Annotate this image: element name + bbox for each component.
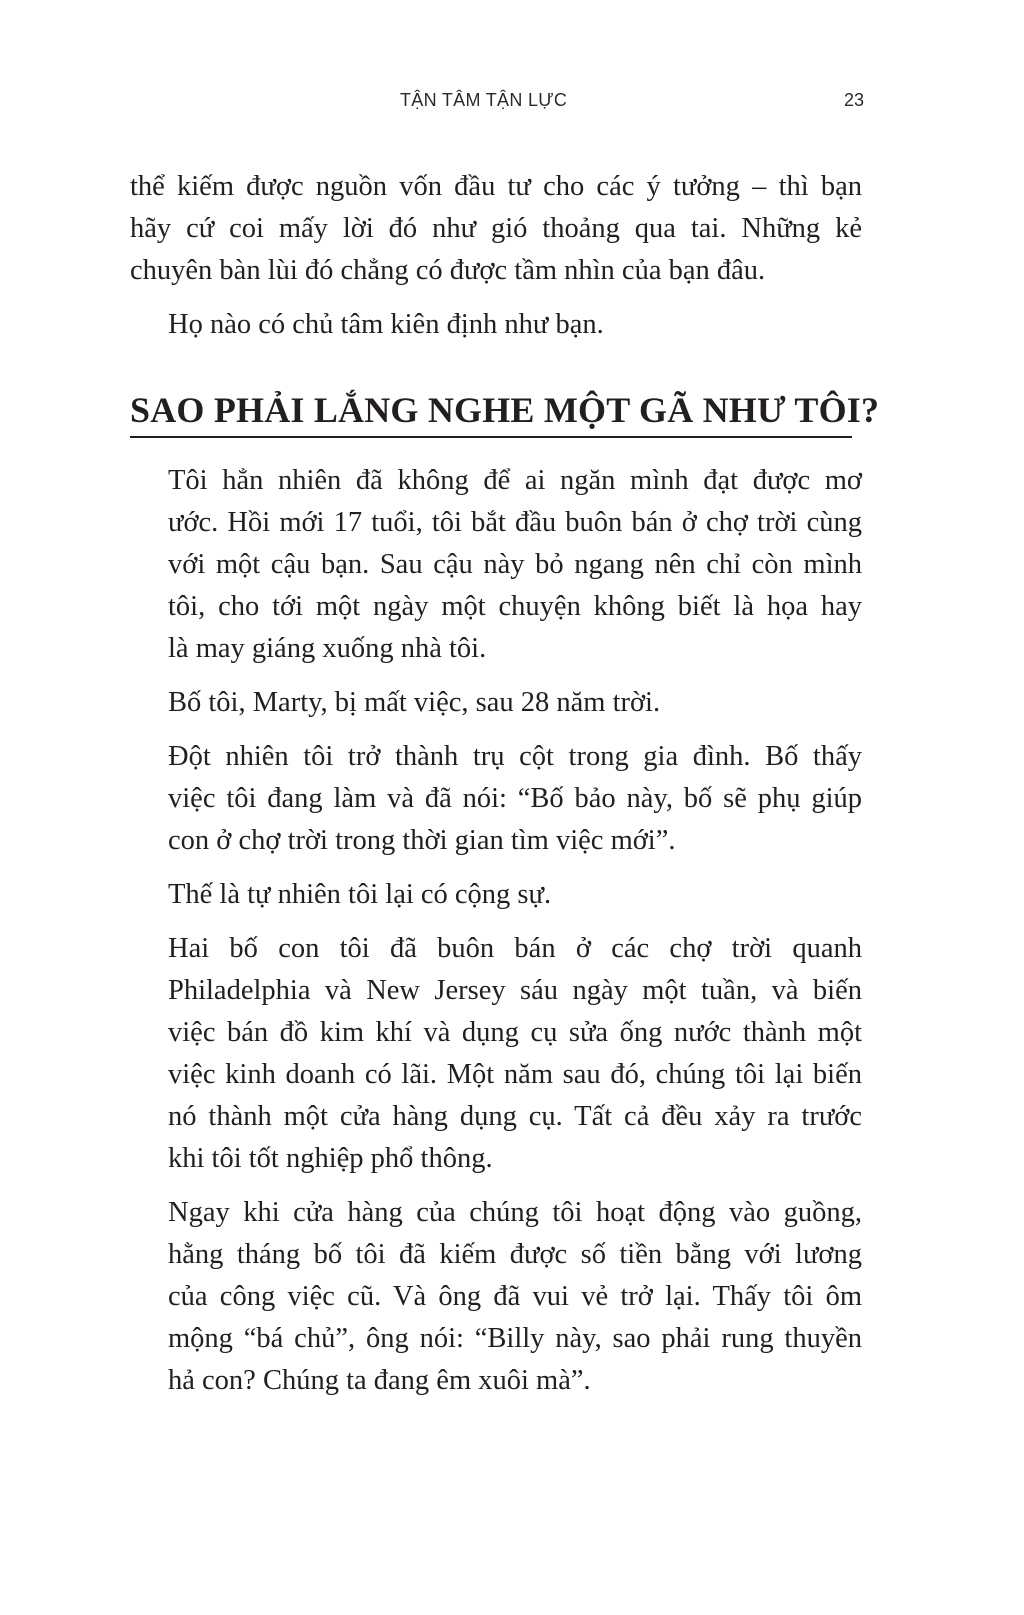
text-line: hả con? Chúng ta đang êm xuôi mà”.: [168, 1365, 591, 1396]
text-line: khi tôi tốt nghiệp phổ thông.: [168, 1143, 493, 1174]
paragraph-intro-1: [130, 166, 862, 292]
text-line: tôi, cho tới một ngày một chuyện không biết là họa hay: [168, 591, 862, 622]
paragraph-3: [130, 736, 862, 862]
text-line: Họ nào có chủ tâm kiên định như bạn.: [168, 309, 604, 340]
text-line: nó thành một cửa hàng dụng cụ. Tất cả đều xảy ra trước: [168, 1101, 862, 1132]
text-line: việc tôi đang làm và đã nói: “Bố bảo này, bố sẽ phụ giúp: [168, 783, 862, 814]
text-line: Thế là tự nhiên tôi lại có cộng sự.: [168, 879, 552, 910]
paragraph-4: [130, 874, 862, 916]
text-line: với một cậu bạn. Sau cậu này bỏ ngang nên chỉ còn mình: [168, 549, 862, 580]
text-line: Đột nhiên tôi trở thành trụ cột trong gia đình. Bố thấy: [168, 741, 862, 772]
text-line: là may giáng xuống nhà tôi.: [168, 633, 487, 664]
running-title: TẬN TÂM TẬN LỰC: [400, 90, 568, 110]
section-heading: SAO PHẢI LẮNG NGHE MỘT GÃ NHƯ TÔI?: [130, 388, 852, 438]
paragraph-1: [130, 460, 862, 670]
paragraph-6: [130, 1192, 862, 1402]
text-line: Ngay khi cửa hàng của chúng tôi hoạt động vào guồng,: [168, 1197, 862, 1228]
text-line: việc kinh doanh có lãi. Một năm sau đó, chúng tôi lại biến: [168, 1059, 862, 1090]
text-line: Bố tôi, Marty, bị mất việc, sau 28 năm trời.: [168, 687, 661, 718]
text-line: thể kiếm được nguồn vốn đầu tư cho các ý tưởng – thì bạn: [130, 171, 862, 202]
text-line: hằng tháng bố tôi đã kiếm được số tiền bằng với lương: [168, 1239, 862, 1270]
text-line: việc bán đồ kim khí và dụng cụ sửa ống nước thành một: [168, 1017, 862, 1048]
text-line: chuyên bàn lùi đó chẳng có được tầm nhìn của bạn đâu.: [130, 255, 766, 286]
page-number: 23: [843, 90, 864, 110]
running-header: [0, 88, 1024, 116]
text-line: Hai bố con tôi đã buôn bán ở các chợ trời quanh: [168, 933, 862, 964]
paragraph-5: [130, 928, 862, 1180]
text-line: Philadelphia và New Jersey sáu ngày một tuần, và biến: [168, 975, 862, 1006]
text-line: hãy cứ coi mấy lời đó như gió thoảng qua tai. Những kẻ: [130, 213, 862, 244]
paragraph-2: [130, 682, 862, 724]
paragraph-intro-2: [130, 304, 862, 346]
page-body: [130, 166, 880, 1414]
text-line: con ở chợ trời trong thời gian tìm việc mới”.: [168, 825, 676, 856]
text-line: của công việc cũ. Và ông đã vui vẻ trở lại. Thấy tôi ôm: [168, 1281, 862, 1312]
text-line: mộng “bá chủ”, ông nói: “Billy này, sao phải rung thuyền: [168, 1323, 862, 1354]
text-line: ước. Hồi mới 17 tuổi, tôi bắt đầu buôn bán ở chợ trời cùng: [168, 507, 862, 538]
text-line: Tôi hẳn nhiên đã không để ai ngăn mình đạt được mơ: [168, 465, 862, 496]
